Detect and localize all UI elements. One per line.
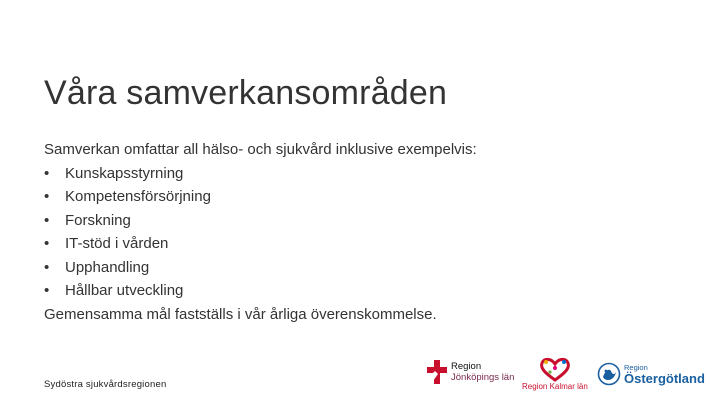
kalmar-heart-icon bbox=[537, 356, 573, 382]
kalmar-logo-label: Region Kalmar län bbox=[522, 382, 588, 391]
footer-label: Sydöstra sjukvårdsregionen bbox=[44, 379, 167, 390]
intro-text: Samverkan omfattar all hälso- och sjukvård inklusive exempelvis: bbox=[44, 141, 477, 158]
region-kalmar-logo bbox=[522, 356, 588, 391]
bullet-icon: • bbox=[44, 211, 50, 229]
list-item bbox=[44, 162, 477, 186]
list-item-label: Hållbar utveckling bbox=[65, 282, 184, 299]
slide-body bbox=[44, 138, 477, 326]
list-item bbox=[44, 209, 477, 233]
list-item-label: Kunskapsstyrning bbox=[65, 164, 184, 182]
list-item-label: Upphandling bbox=[65, 258, 150, 276]
list-item bbox=[44, 279, 477, 303]
bullet-icon: • bbox=[44, 235, 50, 252]
list-item bbox=[44, 256, 477, 280]
list-item-label: IT-stöd i vården bbox=[65, 235, 169, 252]
jonkoping-cross-icon bbox=[426, 359, 448, 385]
region-ostergotland-logo bbox=[597, 362, 705, 386]
ostergotland-emblem-icon bbox=[597, 362, 621, 386]
jonkoping-logo-line1: Region bbox=[451, 361, 482, 372]
bullet-icon: • bbox=[44, 164, 50, 182]
slide-title: Våra samverkansområden bbox=[44, 74, 448, 112]
jonkoping-logo-line2: Jönköpings län bbox=[451, 372, 515, 383]
ostergotland-logo-line1: Region bbox=[624, 363, 648, 372]
region-jonkoping-logo bbox=[426, 359, 514, 385]
list-item bbox=[44, 232, 477, 256]
ostergotland-logo-line2: Östergötland bbox=[624, 371, 705, 386]
bullet-icon: • bbox=[44, 188, 50, 205]
bullet-icon: • bbox=[44, 258, 50, 276]
closing-text: Gemensamma mål fastställs i vår årliga överenskommelse. bbox=[44, 305, 437, 323]
list-item-label: Forskning bbox=[65, 211, 131, 229]
bullet-icon: • bbox=[44, 282, 50, 299]
list-item bbox=[44, 185, 477, 209]
list-item-label: Kompetensförsörjning bbox=[65, 188, 211, 205]
